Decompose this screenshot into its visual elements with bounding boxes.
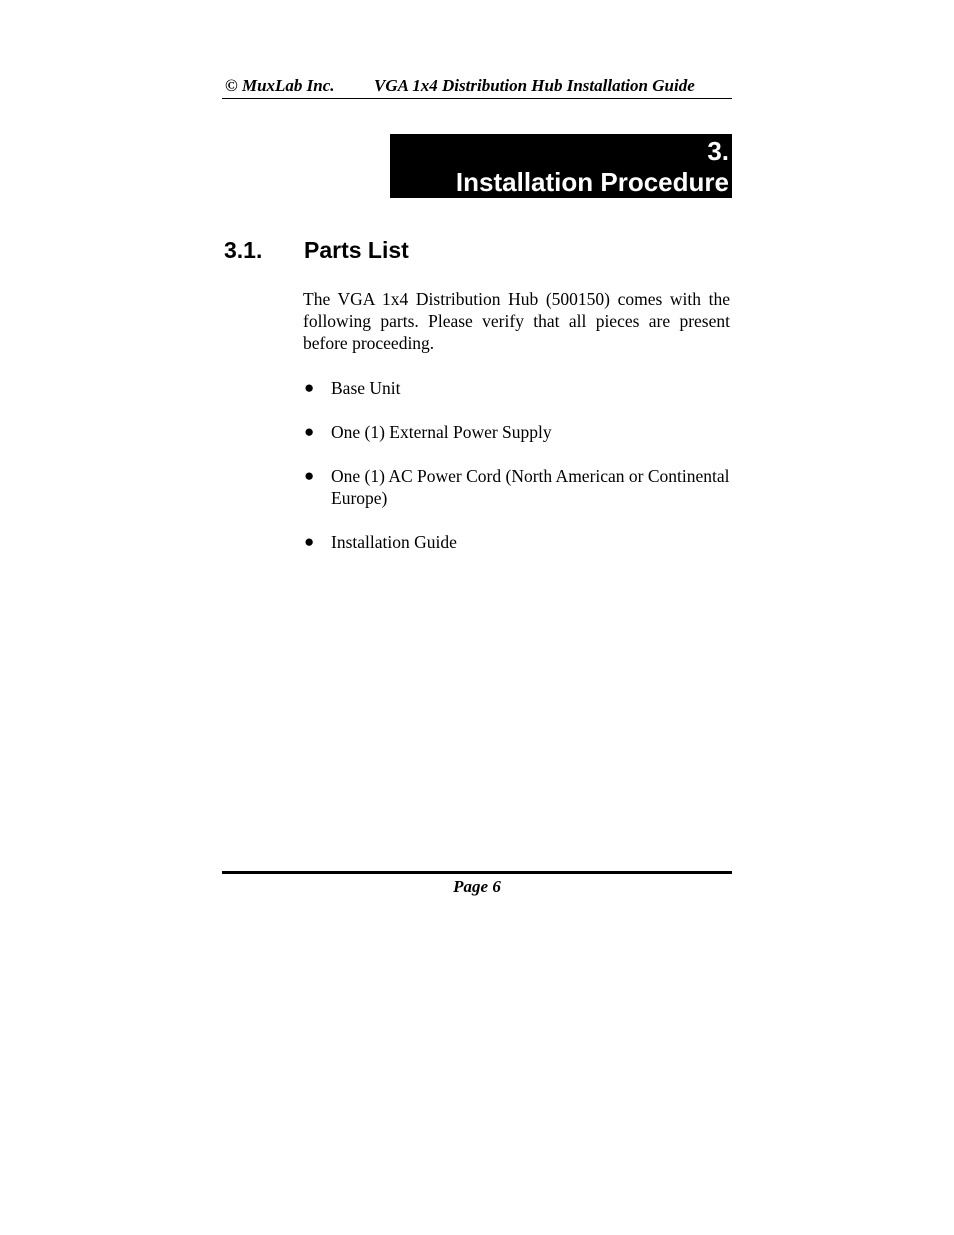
list-item-text: Base Unit: [331, 378, 401, 398]
list-item-text: Installation Guide: [331, 532, 457, 552]
section-number: 3.1.: [224, 237, 263, 263]
list-item-text: One (1) AC Power Cord (North American or Continental Europe): [331, 466, 730, 508]
bullet-icon: ●: [304, 532, 315, 551]
chapter-number: 3.: [707, 136, 729, 166]
list-item: [303, 465, 730, 509]
bullet-icon: ●: [304, 378, 315, 397]
page-number: Page 6: [453, 877, 501, 896]
bullet-icon: ●: [304, 466, 315, 485]
chapter-heading: [390, 134, 732, 198]
footer-divider: [222, 871, 732, 874]
section-intro-paragraph: The VGA 1x4 Distribution Hub (500150) comes with the following parts. Please verify that all pieces are present before proceeding.: [303, 289, 730, 353]
parts-list: [303, 377, 730, 575]
list-item: [303, 421, 730, 443]
section-title: Parts List: [304, 237, 409, 263]
chapter-title: Installation Procedure: [455, 167, 729, 197]
list-item: [303, 377, 730, 399]
list-item-text: One (1) External Power Supply: [331, 422, 552, 442]
header-guide-title: VGA 1x4 Distribution Hub Installation Guide: [374, 76, 695, 95]
running-header: [222, 74, 732, 99]
header-company: © MuxLab Inc.: [225, 76, 335, 95]
list-item: [303, 531, 730, 553]
bullet-icon: ●: [304, 422, 315, 441]
